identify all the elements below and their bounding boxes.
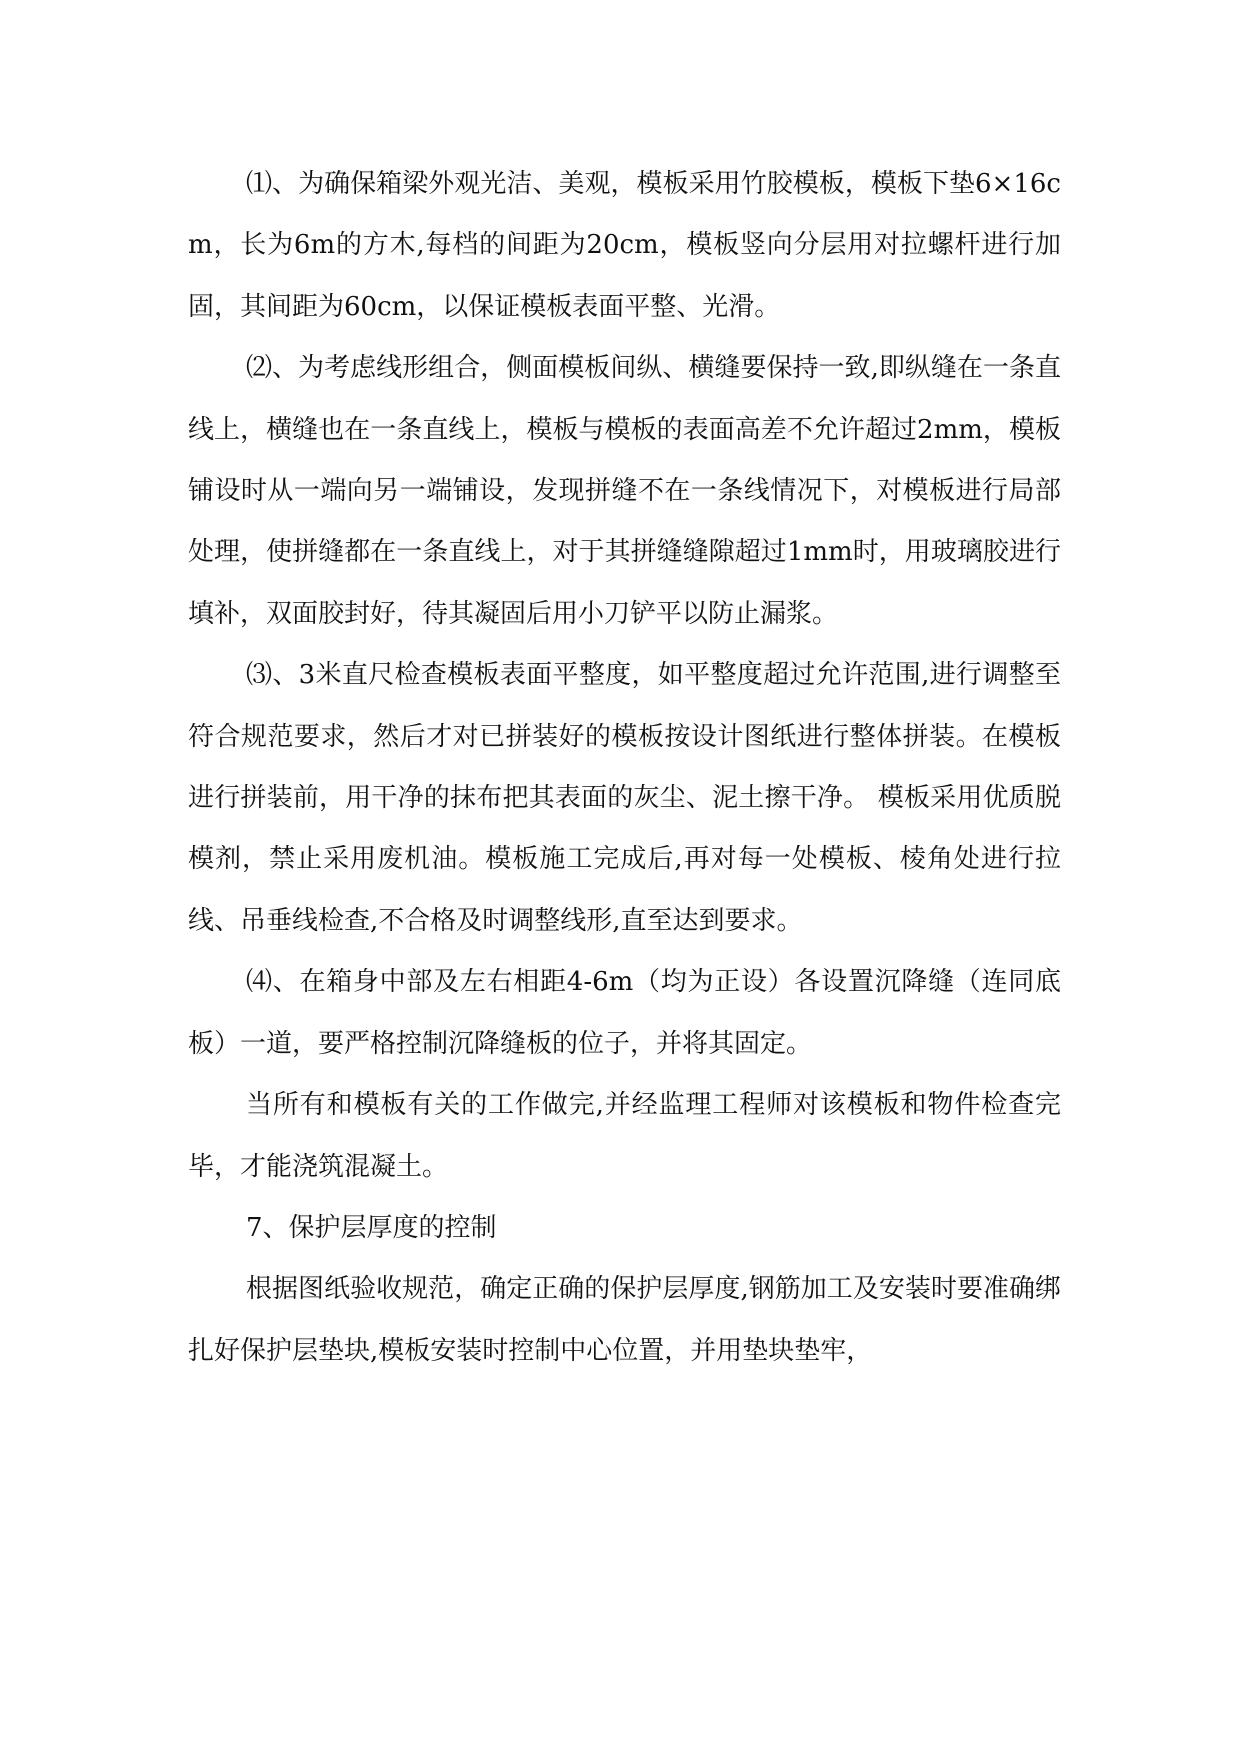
paragraph-formwork-joints: ⑵、为考虑线形组合，侧面模板间纵、横缝要保持一致,即纵缝在一条直线上，横缝也在一条直线上，模板与模板的表面高差不允许超过2mm，模板铺设时从一端向另一端铺设，发现拼缝不在一条线情况下，对模板进行局部处理，使拼缝都在一条直线上，对于其拼缝缝隙超过1mm时，用玻璃胶进行填补，双面胶封好，待其凝固后用小刀铲平以防止漏浆。 — [188, 353, 1061, 629]
paragraph-formwork-material: ⑴、为确保箱梁外观光洁、美观，模板采用竹胶模板，模板下垫6×16cm，长为6m的方木,每档的间距为20cm，模板竖向分层用对拉螺杆进行加固，其间距为60cm，以保证模板表面平整、光滑。 — [188, 169, 1061, 322]
paragraph-flatness-check: ⑶、3米直尺检查模板表面平整度，如平整度超过允许范围,进行调整至符合规范要求，然后才对已拼装好的模板按设计图纸进行整体拼装。在模板进行拼装前，用干净的抹布把其表面的灰尘、泥土擦干净。 模板采用优质脱模剂，禁止采用废机油。模板施工完成后,再对每一处模板、棱角处进行拉线、吊垂线检查,不合格及时调整线形,直至达到要求。 — [188, 660, 1062, 936]
document-body — [188, 154, 1061, 1382]
paragraph-inspection-before-pour: 当所有和模板有关的工作做完,并经监理工程师对该模板和物件检查完毕，才能浇筑混凝土。 — [188, 1090, 1061, 1182]
section-heading-cover-thickness: 7、保护层厚度的控制 — [246, 1212, 497, 1243]
paragraph-settlement-joint: ⑷、在箱身中部及左右相距4-6m（均为正设）各设置沉降缝（连同底板）一道，要严格控制沉降缝板的位子，并将其固定。 — [188, 967, 1061, 1059]
paragraph-cover-thickness: 根据图纸验收规范，确定正确的保护层厚度,钢筋加工及安装时要准确绑扎好保护层垫块,模板安装时控制中心位置，并用垫块垫牢， — [188, 1274, 1061, 1366]
